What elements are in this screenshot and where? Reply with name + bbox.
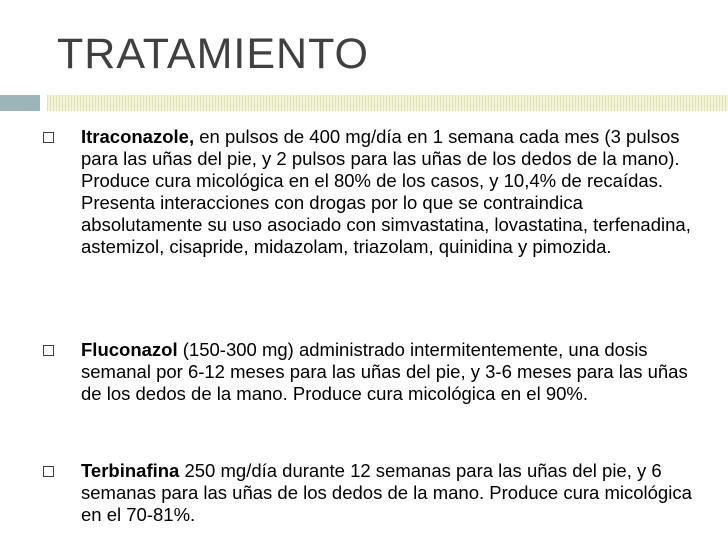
drug-description: en pulsos de 400 mg/día en 1 semana cada mes (3 pulsos para las uñas del pie, y 2 pulsos para las uñas de los dedos de la mano). Produce cura micológica en el 80% de los casos, y 10,4% de recaídas. Presenta interacciones con drogas por lo que se contraindica absolutamente su uso asociado con simvastatina, lovastatina, terfenadina, astemizol, cisapride, midazolam, triazolam, quinidina y pimozida. (81, 126, 691, 257)
drug-name: Fluconazol (81, 339, 178, 360)
drug-description: 250 mg/día durante 12 semanas para las uñas del pie, y 6 semanas para las uñas de los dedos de la mano. Produce cura micológica en el 70-81%. (81, 460, 692, 525)
square-bullet-icon (43, 345, 54, 356)
bullet-text (81, 460, 703, 526)
bullet-text (81, 339, 703, 405)
drug-name: Terbinafina (81, 460, 180, 481)
slide-title: TRATAMIENTO (57, 30, 369, 78)
drug-name: Itraconazole, (81, 126, 195, 147)
square-bullet-icon (43, 466, 54, 477)
bullet-text (81, 126, 703, 258)
title-accent-bar-left (0, 95, 40, 111)
drug-description: (150-300 mg) administrado intermitentemente, una dosis semanal por 6-12 meses para las uñas del pie, y 3-6 meses para las uñas de los dedos de la mano. Produce cura micológica en el 90%. (81, 339, 688, 404)
square-bullet-icon (43, 132, 54, 143)
title-accent-bar (47, 95, 728, 111)
